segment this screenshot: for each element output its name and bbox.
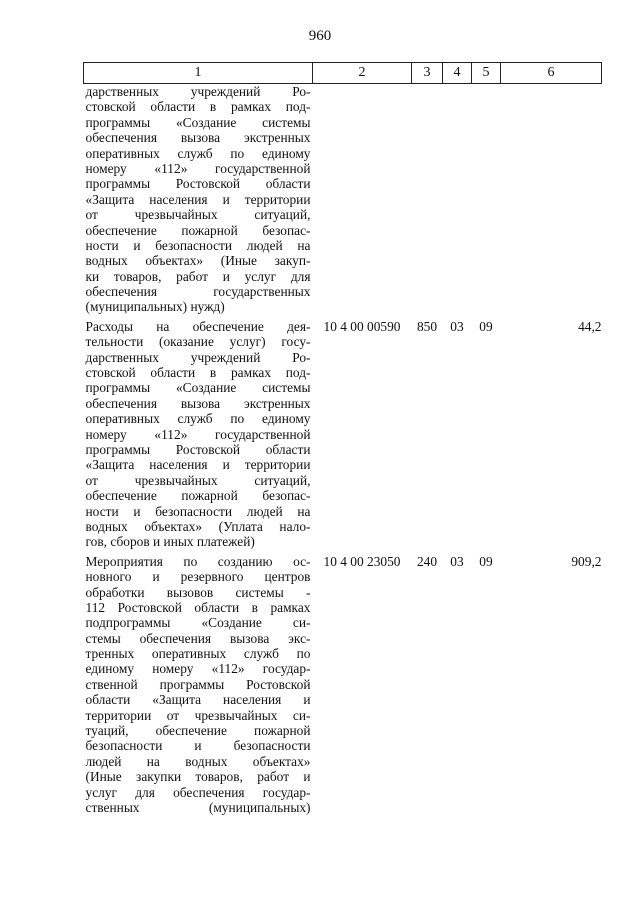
- description-line: обеспечение пожарной безопас-: [85, 222, 311, 238]
- description-line: ки товаров, работ и услуг для: [85, 268, 311, 284]
- description-line: программы Ростовской области: [85, 441, 311, 457]
- description-line: тренных оперативных служб по: [85, 646, 311, 662]
- header-col-6: 6: [501, 63, 602, 84]
- row-description: [84, 553, 313, 816]
- description-line: людей на водных объектах»: [85, 753, 311, 769]
- description-line: области «Защита населения и: [85, 692, 311, 708]
- row-expense-type: [412, 84, 443, 315]
- table-header: [84, 63, 602, 84]
- description-line: от чрезвычайных ситуаций,: [85, 207, 311, 223]
- table-row: [84, 553, 602, 816]
- description-line: программы «Создание системы: [85, 114, 311, 130]
- row-description: [84, 84, 313, 315]
- description-line: ственной программы Ростовской: [85, 676, 311, 692]
- row-target-code: [313, 84, 412, 315]
- row-amount: [501, 84, 602, 315]
- description-line: безопасности и безопасности: [85, 738, 311, 754]
- description-line: территории от чрезвычайных си-: [85, 707, 311, 723]
- description-line: номеру «112» государственной: [85, 426, 311, 442]
- description-line: водных объектах» (Уплата нало-: [85, 518, 311, 534]
- description-line: единому номеру «112» государ-: [85, 661, 311, 677]
- description-line: новного и резервного центров: [85, 569, 311, 585]
- description-line: обеспечение пожарной безопас-: [85, 488, 311, 504]
- row-expense-type: 240: [416, 553, 438, 569]
- page-number: 960: [308, 28, 332, 44]
- description-line: услуг для обеспечения государ-: [85, 784, 311, 800]
- description-line: обеспечения государственных: [85, 284, 311, 300]
- row-section: 03: [450, 318, 464, 334]
- description-line: обеспечения вызова экстренных: [85, 395, 311, 411]
- description-line: ственных (муниципальных): [85, 799, 311, 815]
- row-amount: 44,2: [578, 318, 602, 334]
- description-line: «Защита населения и территории: [85, 457, 311, 473]
- row-target-code: 10 4 00 23050: [323, 553, 401, 569]
- description-line: оперативных служб по единому: [85, 411, 311, 427]
- description-line: водных объектах» (Иные закуп-: [85, 253, 311, 269]
- description-line: дарственных учреждений Ро-: [85, 349, 311, 365]
- budget-table: [83, 62, 602, 815]
- description-line: дарственных учреждений Ро-: [85, 84, 311, 99]
- row-section: 03: [450, 553, 464, 569]
- description-line: (Иные закупки товаров, работ и: [85, 769, 311, 785]
- description-line: Расходы на обеспечение дея-: [85, 318, 311, 334]
- description-line: оперативных служб по единому: [85, 145, 311, 161]
- row-description: [84, 318, 313, 550]
- description-line: стовской области в рамках под-: [85, 99, 311, 115]
- description-line: подпрограммы «Создание си-: [85, 615, 311, 631]
- description-line: обработки вызовов системы -: [85, 584, 311, 600]
- row-section: [443, 84, 472, 315]
- table-row: [84, 84, 602, 315]
- header-col-2: 2: [313, 63, 412, 84]
- description-line: гов, сборов и иных платежей): [85, 534, 255, 550]
- description-line: тельности (оказание услуг) госу-: [85, 334, 311, 350]
- header-col-1: 1: [84, 63, 313, 84]
- header-col-5: 5: [472, 63, 501, 84]
- row-target-code: 10 4 00 00590: [323, 318, 401, 334]
- description-line: Мероприятия по созданию ос-: [85, 553, 311, 569]
- row-amount: 909,2: [571, 553, 602, 569]
- description-line: «Защита населения и территории: [85, 191, 311, 207]
- description-line: от чрезвычайных ситуаций,: [85, 472, 311, 488]
- row-expense-type: 850: [416, 318, 438, 334]
- description-line: номеру «112» государственной: [85, 160, 311, 176]
- description-line: программы Ростовской области: [85, 176, 311, 192]
- description-line: ности и безопасности людей на: [85, 503, 311, 519]
- row-subsection: 09: [479, 553, 493, 569]
- table-row: [84, 318, 602, 550]
- table-body: [84, 84, 602, 816]
- description-line: стемы обеспечения вызова экс-: [85, 630, 311, 646]
- description-line: стовской области в рамках под-: [85, 365, 311, 381]
- description-line: (муниципальных) нужд): [85, 299, 225, 315]
- row-subsection: 09: [479, 318, 493, 334]
- header-col-3: 3: [412, 63, 443, 84]
- row-subsection: [472, 84, 501, 315]
- description-line: туаций, обеспечение пожарной: [85, 723, 311, 739]
- description-line: обеспечения вызова экстренных: [85, 130, 311, 146]
- description-line: программы «Создание системы: [85, 380, 311, 396]
- description-line: ности и безопасности людей на: [85, 237, 311, 253]
- description-line: 112 Ростовской области в рамках: [85, 599, 311, 615]
- header-col-4: 4: [443, 63, 472, 84]
